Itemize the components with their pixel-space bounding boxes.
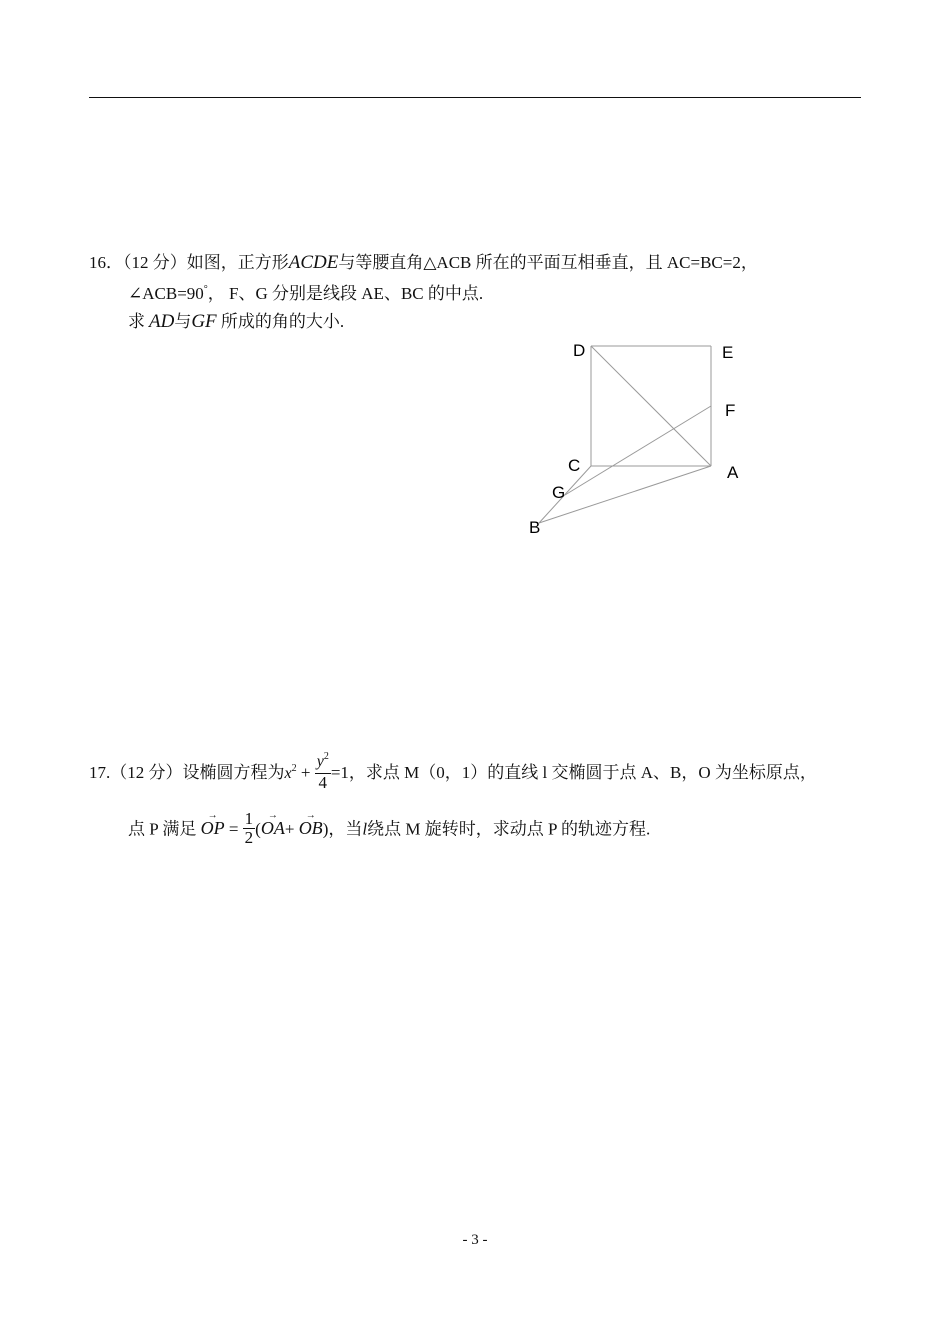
plus-sign-2: +	[284, 819, 299, 839]
arrow-op: →	[207, 810, 218, 822]
line2-prefix: 点 P 满足	[128, 819, 197, 839]
problem-17-number: 17.	[89, 762, 111, 782]
arrow-oa: →	[267, 810, 278, 822]
x-exponent: 2	[291, 762, 297, 774]
label-c: C	[568, 456, 581, 475]
half-fraction	[243, 810, 256, 847]
y-exponent: 2	[323, 751, 329, 762]
vector-oa: → OA	[261, 817, 285, 839]
var-x: x	[284, 764, 292, 782]
equals-sign: =	[224, 819, 243, 839]
diagonal-da	[591, 346, 711, 466]
label-a: A	[727, 463, 739, 482]
half-num: 1	[244, 809, 254, 828]
problem-16-line-1	[89, 252, 758, 274]
problem-16-score: （12 分）如图，正方形	[123, 253, 289, 272]
plus-sign: +	[296, 762, 315, 782]
square-name: ACDE	[288, 252, 339, 273]
var-y: y	[316, 753, 324, 770]
problem-16-line-2	[128, 283, 483, 308]
denominator-4: 4	[318, 773, 327, 792]
segment-gf-line	[565, 406, 711, 495]
ask-prefix: 求	[128, 312, 145, 331]
header-rule	[89, 97, 861, 98]
label-d: D	[573, 341, 586, 360]
vector-op: → OP	[201, 817, 225, 839]
label-b: B	[529, 518, 541, 537]
ask-suffix: 所成的角的大小.	[216, 312, 345, 331]
problem-17-line-2	[128, 809, 651, 849]
y-squared-over-4	[315, 752, 331, 792]
var-l: l	[362, 819, 368, 839]
problem-17-text-2: =1，求点 M（0，1）的直线 l 交椭圆于点 A、B，O 为坐标原点，	[330, 762, 817, 782]
page-number: - 3 -	[462, 1232, 488, 1248]
problem-16-text-1: 与等腰直角△ACB 所在的平面互相垂直，且 AC=BC=2，	[338, 253, 758, 272]
paren-open: (	[255, 819, 261, 839]
problem-16-number: 16．	[89, 253, 123, 272]
vector-ob: → OB	[299, 817, 323, 839]
ask-mid: 与	[174, 312, 192, 331]
label-g: G	[552, 483, 566, 502]
arrow-ob: →	[305, 810, 316, 822]
problem-16-text-2: ， F、G 分别是线段 AE、BC 的中点.	[207, 284, 484, 303]
problem-17-text-3: ，当	[328, 819, 363, 839]
problem-17-line-1	[89, 751, 817, 794]
half-den: 2	[244, 828, 254, 847]
segment-gf: GF	[191, 311, 217, 332]
paren-close: )	[322, 819, 329, 839]
angle-text: ∠ACB=90	[128, 284, 204, 303]
problem-17-text-4: 绕点 M 旋转时，求动点 P 的轨迹方程.	[367, 819, 651, 839]
degree-sign: °	[203, 284, 208, 295]
problem-16-line-3	[128, 311, 344, 333]
label-e: E	[722, 343, 734, 362]
geometry-figure	[515, 335, 765, 545]
segment-ad: AD	[149, 311, 175, 332]
problem-17-text-1: （12 分）设椭圆方程为	[110, 762, 285, 782]
label-f: F	[725, 401, 736, 420]
